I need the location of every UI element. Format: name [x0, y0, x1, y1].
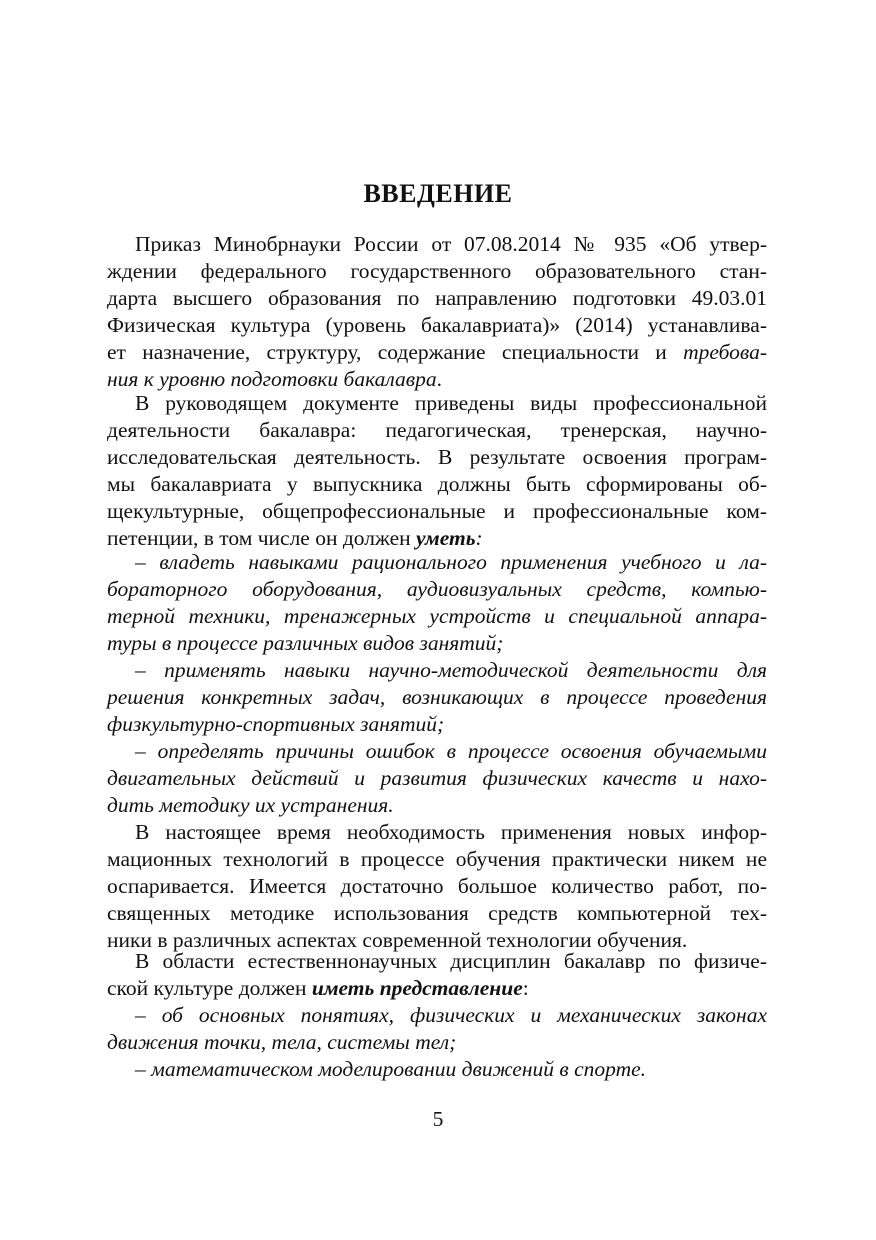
text-line: [135, 231, 767, 258]
text-run: .: [436, 367, 442, 391]
text-line: [135, 549, 767, 576]
text-run: – владеть навыками рационального применения учебного и ла-: [135, 550, 767, 574]
text-run: ники в различных аспектах современной технологии обучения.: [107, 928, 688, 952]
text-run: – математическом моделировании движений в спорте.: [135, 1057, 647, 1081]
text-line: [107, 873, 767, 900]
text-run: бораторного оборудования, аудиовизуальных средств, компью-: [107, 577, 767, 601]
emphasis-text: уметь: [416, 526, 476, 550]
text-run: дить методику их устранения.: [107, 793, 394, 817]
text-line: [107, 258, 767, 285]
text-line: [107, 900, 767, 927]
text-run: ет назначение, структуру, содержание специальности и: [107, 340, 684, 364]
text-line: [135, 738, 767, 765]
emphasis-text: иметь представление: [311, 976, 523, 1000]
text-line: [135, 390, 767, 417]
text-line: [107, 630, 767, 657]
text-line: [135, 948, 767, 975]
text-line: [107, 471, 767, 498]
text-line: [107, 765, 767, 792]
text-run: :: [475, 526, 483, 550]
text-run: двигательных действий и развития физических качеств и нахо-: [107, 766, 767, 790]
text-line: [107, 846, 767, 873]
text-line: [107, 792, 767, 819]
text-line: [135, 657, 767, 684]
text-run: движения точки, тела, системы тел;: [107, 1030, 457, 1054]
text-run: оспаривается. Имеется достаточно большое количество работ, по-: [107, 874, 767, 898]
text-run: В руководящем документе приведены виды профессиональной: [135, 391, 767, 415]
text-run: деятельности бакалавра: педагогическая, тренерская, научно-: [107, 418, 767, 442]
text-run: мы бакалавриата у выпускника должны быть сформированы об-: [107, 472, 767, 496]
text-run: :: [522, 976, 529, 1000]
text-line: [107, 444, 767, 471]
text-line: [107, 975, 767, 1002]
text-line: [107, 1029, 767, 1056]
text-line: [107, 684, 767, 711]
text-run: мационных технологий в процессе обучения практически никем не: [107, 847, 767, 871]
text-line: [107, 498, 767, 525]
text-line: [107, 417, 767, 444]
text-run: петенции, в том числе он должен: [107, 526, 416, 550]
text-run: щекультурные, общепрофессиональные и профессиональные ком-: [107, 499, 767, 523]
text-run: – определять причины ошибок в процессе освоения обучаемыми: [135, 739, 767, 763]
page-number: 5: [432, 1107, 444, 1131]
page-title: ВВЕДЕНИЕ: [363, 179, 513, 208]
text-run: – применять навыки научно-методической деятельности для: [135, 658, 767, 682]
text-run: дарта высшего образования по направлению подготовки 49.03.01: [107, 286, 767, 310]
text-line: [107, 525, 767, 552]
text-run: требова-: [683, 340, 767, 364]
text-line: [107, 576, 767, 603]
text-line: [107, 711, 767, 738]
text-run: священных методике использования средств компьютерной тех-: [107, 901, 767, 925]
text-run: Приказ Минобрнауки России от 07.08.2014 № 935 «Об утвер-: [135, 232, 767, 256]
text-line: [107, 366, 767, 393]
text-run: ждении федерального государственного образовательного стан-: [107, 259, 767, 283]
text-line: [107, 285, 767, 312]
text-run: В настоящее время необходимость применения новых инфор-: [135, 820, 767, 844]
text-line: [135, 819, 767, 846]
text-run: решения конкретных задач, возникающих в процессе проведения: [107, 685, 767, 709]
text-run: ской культуре должен: [107, 976, 312, 1000]
text-line: [135, 1002, 767, 1029]
text-run: исследовательская деятельность. В результате освоения програм-: [107, 445, 767, 469]
text-line: [107, 312, 767, 339]
text-run: – об основных понятиях, физических и механических законах: [135, 1003, 767, 1027]
text-run: ния к уровню подготовки бакалавра: [107, 367, 437, 391]
text-line: [107, 603, 767, 630]
text-line: [107, 339, 767, 366]
text-run: В области естественнонаучных дисциплин бакалавр по физиче-: [135, 949, 767, 973]
text-run: физкультурно-спортивных занятий;: [107, 712, 445, 736]
text-run: терной техники, тренажерных устройств и специальной аппара-: [107, 604, 767, 628]
text-run: Физическая культура (уровень бакалавриата)» (2014) устанавлива-: [107, 313, 767, 337]
text-run: туры в процессе различных видов занятий;: [107, 631, 504, 655]
text-line: [135, 1056, 767, 1083]
